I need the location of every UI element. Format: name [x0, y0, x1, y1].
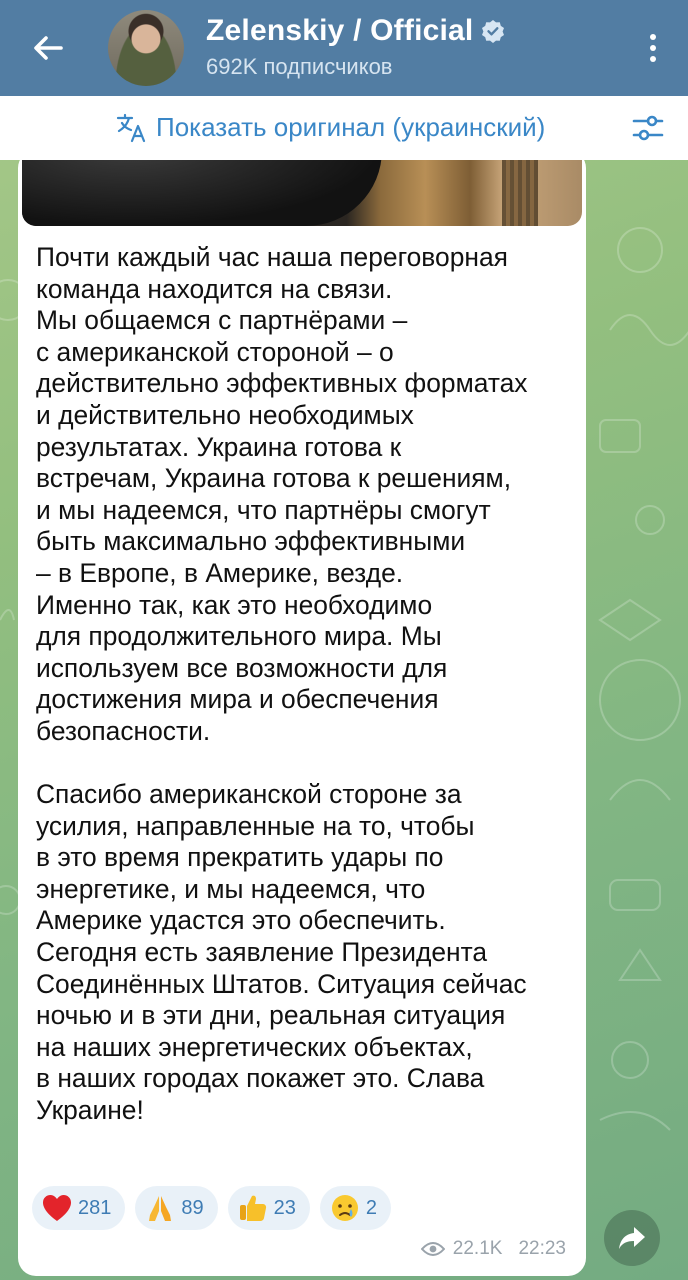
show-original-button[interactable]: [116, 112, 545, 143]
reaction-heart[interactable]: [32, 1186, 125, 1230]
reaction-count: 89: [181, 1196, 204, 1219]
dot-icon: [650, 56, 656, 62]
message-text: Почти каждый час наша переговорная команда находится на связи. Мы общаемся с партнёрами – с американской стороной – о действительно эффективных форматах и действительно необходимых результатах. Украина готова к встречам, Украина готова к решениям, и мы надеемся, что партнёры смогут быть максимально эффективными – в Европе, в Америке, везде. Именно так, как это необходимо для продолжительного мира. Мы используем все возможности для достижения мира и обеспечения безопасности. Спасибо американской стороне за усилия, направленные на то, чтобы в это время прекратить удары по энергетике, и мы надеемся, что Америке удастся это обеспечить. Сегодня есть заявление Президента Соединённых Штатов. Ситуация сейчас ночью и в эти дни, реальная ситуация на наших энергетических объектах, в наших городах покажет это. Слава Украине!: [36, 242, 528, 1126]
arrow-left-icon: [31, 31, 65, 65]
translate-icon: [116, 113, 148, 143]
red-heart-icon: [42, 1193, 72, 1223]
share-arrow-icon: [617, 1225, 647, 1251]
share-button[interactable]: [604, 1210, 660, 1266]
eye-icon: [421, 1241, 445, 1257]
view-count: 22.1K: [452, 1238, 503, 1259]
reactions-row: [32, 1186, 391, 1230]
more-options-button[interactable]: [638, 24, 668, 72]
message-meta: [421, 1238, 566, 1260]
message-time: 22:23: [518, 1238, 566, 1259]
dot-icon: [650, 45, 656, 51]
reaction-count: 23: [273, 1196, 296, 1219]
reaction-thumbs-up[interactable]: [228, 1186, 310, 1230]
channel-title: Zelenskiy / Official: [206, 14, 474, 47]
message-photo[interactable]: [22, 150, 582, 226]
subscriber-count: 692K подписчиков: [206, 54, 393, 79]
thumbs-up-icon: [238, 1193, 268, 1223]
translation-settings-icon[interactable]: [630, 110, 666, 146]
reaction-count: 2: [365, 1196, 377, 1219]
translation-bar: [0, 96, 688, 160]
reaction-pray[interactable]: [135, 1186, 217, 1230]
reaction-crying[interactable]: [320, 1186, 391, 1230]
folded-hands-icon: [145, 1193, 175, 1223]
channel-title-row[interactable]: [206, 14, 505, 48]
show-original-label: Показать оригинал (украинский): [156, 112, 546, 142]
verified-badge-icon: [481, 19, 505, 43]
reaction-count: 281: [78, 1196, 112, 1219]
chat-header: [0, 0, 688, 96]
crying-face-icon: [330, 1193, 360, 1223]
message-bubble[interactable]: [18, 150, 586, 1276]
back-button[interactable]: [22, 22, 74, 74]
channel-avatar[interactable]: [108, 10, 184, 86]
dot-icon: [650, 34, 656, 40]
